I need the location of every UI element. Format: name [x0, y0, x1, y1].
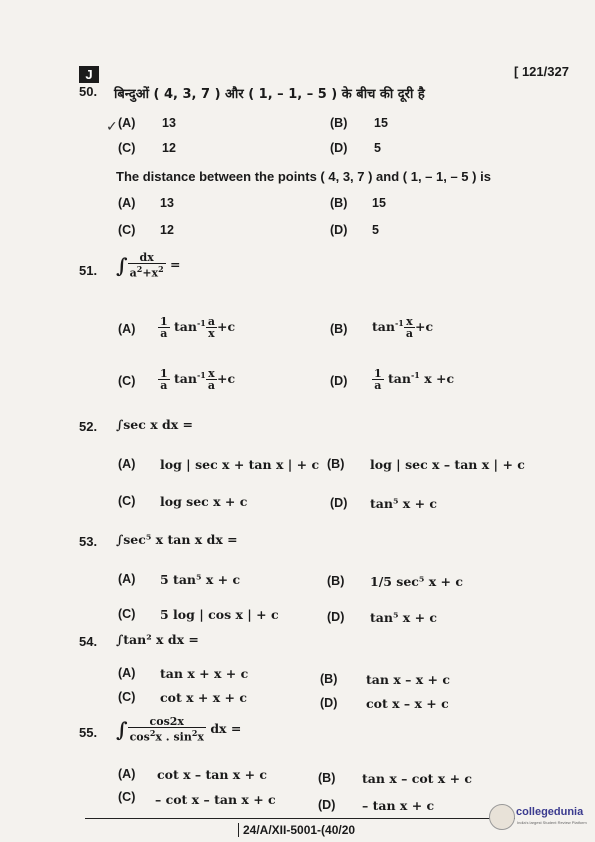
q54-opt-c-label: (C)	[118, 690, 136, 704]
q52-opt-a-value: log | sec x + tan x | + c	[160, 457, 320, 472]
question-number-55: 55.	[79, 725, 98, 740]
question-number-54: 54.	[79, 634, 98, 649]
q50-en-opt-b-value: 15	[372, 196, 386, 210]
q54-opt-d-label: (D)	[320, 696, 338, 710]
q51-opt-b-label: (B)	[330, 322, 348, 336]
q50-en-opt-b-label: (B)	[330, 196, 348, 210]
q54-opt-a-label: (A)	[118, 666, 136, 680]
q50-hi-opt-d-value: 5	[374, 141, 381, 155]
q51-opt-c-value: $\frac{1}{a}$ $\tan^{-1}$ $\frac{x}{a}$ +c	[160, 367, 236, 392]
question-52-text: ∫sec x dx =	[116, 417, 194, 432]
question-number-50: 50.	[79, 84, 98, 99]
question-50-hindi: बिन्दुओं ( 4, 3, 7 ) और ( 1, – 1, – 5 ) के बीच की दूरी है	[114, 87, 425, 102]
q53-opt-c-value: 5 log | cos x | + c	[160, 607, 279, 622]
q50-hi-opt-c-value: 12	[162, 141, 176, 155]
q52-opt-d-label: (D)	[330, 496, 348, 510]
q52-opt-b-value: log | sec x – tan x | + c	[370, 457, 525, 472]
q55-opt-d-label: (D)	[318, 798, 336, 812]
q50-en-opt-a-label: (A)	[118, 196, 136, 210]
q54-opt-a-value: tan x + x + c	[160, 666, 249, 681]
q52-opt-d-value: tan⁵ x + c	[370, 496, 438, 511]
q54-opt-b-label: (B)	[320, 672, 338, 686]
q50-hi-opt-b-label: (B)	[330, 116, 348, 130]
section-badge: J	[79, 66, 99, 83]
q53-opt-b-value: 1/5 sec⁵ x + c	[370, 574, 463, 589]
footer-divider	[85, 818, 515, 819]
watermark-brand: collegedunia	[516, 806, 584, 818]
q52-opt-b-label: (B)	[327, 457, 345, 471]
watermark-tagline: India's largest Student Review Platform	[517, 820, 587, 825]
question-number-53: 53.	[79, 534, 98, 549]
q55-opt-c-value: – cot x – tan x + c	[155, 792, 276, 807]
q55-opt-b-label: (B)	[318, 771, 336, 785]
question-55-integral: ∫ $\frac{\cos 2x}{\cos^2x . \sin^2x}$ dx =	[116, 715, 242, 744]
q52-opt-a-label: (A)	[118, 457, 136, 471]
question-number-52: 52.	[79, 419, 98, 434]
q51-opt-a-value: $\frac{1}{a}$ $\tan^{-1}$ $\frac{a}{x}$ +c	[160, 315, 236, 340]
question-number-51: 51.	[79, 263, 98, 278]
q53-opt-b-label: (B)	[327, 574, 345, 588]
q51-opt-c-label: (C)	[118, 374, 136, 388]
q50-en-opt-a-value: 13	[160, 196, 174, 210]
q50-hi-opt-b-value: 15	[374, 116, 388, 130]
q55-opt-d-value: – tan x + c	[362, 798, 435, 813]
q50-en-opt-d-label: (D)	[330, 223, 348, 237]
q50-en-opt-d-value: 5	[372, 223, 379, 237]
q53-opt-d-label: (D)	[327, 610, 345, 624]
collegedunia-logo-icon	[489, 804, 515, 830]
q50-hi-opt-a-value: 13	[162, 116, 176, 130]
q54-opt-b-value: tan x – x + c	[366, 672, 450, 687]
question-53-text: ∫sec⁵ x tan x dx =	[116, 532, 238, 547]
q54-opt-d-value: cot x – x + c	[366, 696, 449, 711]
q50-hi-opt-c-label: (C)	[118, 141, 136, 155]
page-reference: [ 121/327	[514, 64, 569, 79]
question-54-text: ∫tan² x dx =	[116, 632, 199, 647]
q50-en-opt-c-label: (C)	[118, 223, 136, 237]
q55-opt-a-value: cot x – tan x + c	[157, 767, 268, 782]
q50-hi-opt-d-label: (D)	[330, 141, 348, 155]
question-50-english: The distance between the points ( 4, 3, 7 ) and ( 1, – 1, – 5 ) is	[116, 169, 491, 184]
q53-opt-a-label: (A)	[118, 572, 136, 586]
q52-opt-c-label: (C)	[118, 494, 136, 508]
q54-opt-c-value: cot x + x + c	[160, 690, 247, 705]
q50-hi-opt-a-label: (A)	[118, 116, 136, 130]
q51-opt-d-value: $\frac{1}{a}$ $\tan^{-1} x +c$	[374, 367, 455, 392]
q52-opt-c-value: log sec x + c	[160, 494, 248, 509]
q51-opt-a-label: (A)	[118, 322, 136, 336]
q50-en-opt-c-value: 12	[160, 223, 174, 237]
q53-opt-a-value: 5 tan⁵ x + c	[160, 572, 241, 587]
q51-opt-b-value: $\tan^{-1}$ $\frac{x}{a}$ +c	[372, 315, 434, 340]
q51-opt-d-label: (D)	[330, 374, 348, 388]
q53-opt-c-label: (C)	[118, 607, 136, 621]
q53-opt-d-value: tan⁵ x + c	[370, 610, 438, 625]
question-51-integral: ∫ $\frac{dx}{a^2+x^2}$ =	[116, 251, 181, 280]
q55-opt-a-label: (A)	[118, 767, 136, 781]
footer-code: 24/A/XII-5001-(40/20	[238, 823, 355, 837]
q55-opt-b-value: tan x – cot x + c	[362, 771, 473, 786]
q55-opt-c-label: (C)	[118, 790, 136, 804]
tick-mark-icon: ✓	[106, 118, 118, 134]
